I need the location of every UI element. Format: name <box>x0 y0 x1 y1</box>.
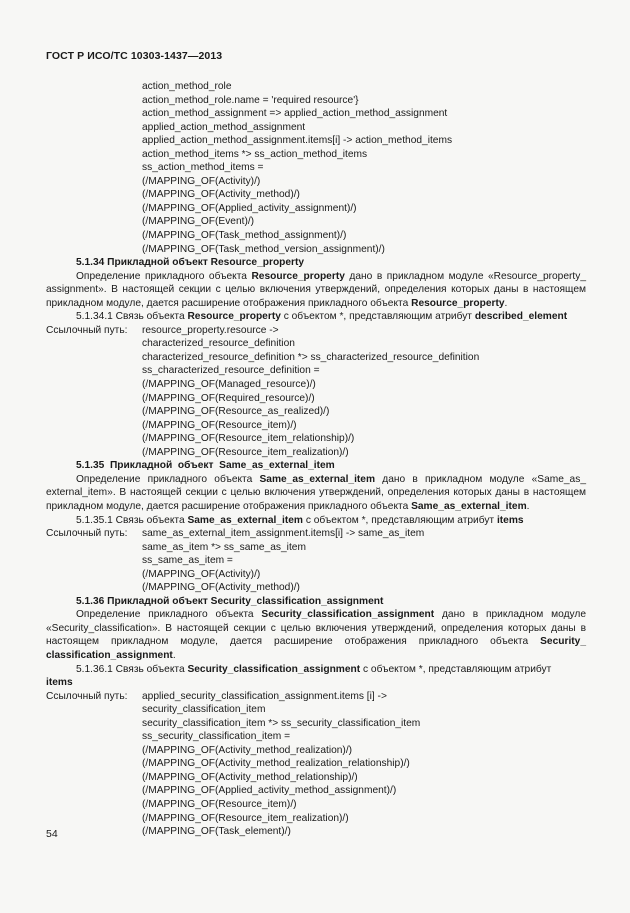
section-heading: 5.1.35 Прикладной объект Same_as_external_item <box>76 460 335 472</box>
code-line: (/MAPPING_OF(Activity)/) <box>142 568 261 580</box>
code-line: (/MAPPING_OF(Activity_method_relationship)/) <box>142 771 358 783</box>
standard-header: ГОСТ Р ИСО/ТС 10303-1437—2013 <box>46 50 223 62</box>
section-resource-property <box>46 256 586 459</box>
code-line: same_as_external_item_assignment.items[i] -> same_as_item <box>142 528 425 540</box>
code-line: applied_action_method_assignment.items[i] -> action_method_items <box>142 135 453 147</box>
code-line: (/MAPPING_OF(Task_method_assignment)/) <box>142 230 347 242</box>
code-line: resource_property.resource -> <box>142 324 279 336</box>
code-line: characterized_resource_definition <box>142 338 295 350</box>
definition-paragraph: Определение прикладного объекта Security_classification_assignment дано в прикладном модуле «Security_classification». В настоящей секции с целью включения утверждений, определения которых даны в настоящем прикладном модуле, дается расширение отображения прикладного объекта Security_ classification_assignment. <box>46 609 586 661</box>
code-line: (/MAPPING_OF(Activity_method)/) <box>142 582 300 594</box>
page-number: 54 <box>46 828 58 840</box>
code-line: (/MAPPING_OF(Event)/) <box>142 216 255 228</box>
subsection-title: 5.1.35.1 Связь объекта Same_as_external_item с объектом *, представляющим атрибут items <box>76 514 524 526</box>
reference-path-label: Ссылочный путь: <box>46 324 128 336</box>
code-line: (/MAPPING_OF(Activity_method_realization)/) <box>142 744 353 756</box>
section-same-as-external-item <box>46 459 586 594</box>
code-line: (/MAPPING_OF(Task_method_version_assignment)/) <box>142 243 385 255</box>
code-line: (/MAPPING_OF(Resource_item)/) <box>142 798 297 810</box>
code-line: ss_characterized_resource_definition = <box>142 365 320 377</box>
code-line: (/MAPPING_OF(Resource_item_realization)/) <box>142 812 349 824</box>
code-line: (/MAPPING_OF(Managed_resource)/) <box>142 379 316 391</box>
code-line: (/MAPPING_OF(Activity_method_realization_relationship)/) <box>142 758 410 770</box>
code-line: ss_action_method_items = <box>142 162 264 174</box>
code-line: (/MAPPING_OF(Resource_as_realized)/) <box>142 406 330 418</box>
code-line: ss_same_as_item = <box>142 555 233 567</box>
code-line: ss_security_classification_item = <box>142 731 291 743</box>
reference-path-label: Ссылочный путь: <box>46 690 128 702</box>
section-heading: 5.1.36 Прикладной объект Security_classification_assignment <box>76 595 384 607</box>
definition-paragraph: Определение прикладного объекта Same_as_external_item дано в прикладном модуле «Same_as_ external_item». В настоящей секции с целью включения утверждений, определения которых даны в настоящем прикладном модуле, дается расширение отображения прикладного объекта Same_as_external_item. <box>46 473 586 512</box>
code-line: same_as_item *> ss_same_as_item <box>142 541 306 553</box>
code-line: security_classification_item *> ss_security_classification_item <box>142 717 421 729</box>
code-line: (/MAPPING_OF(Required_resource)/) <box>142 392 315 404</box>
reference-path-label: Ссылочный путь: <box>46 528 128 540</box>
page-content <box>46 80 586 839</box>
definition-paragraph: Определение прикладного объекта Resource_property дано в прикладном модуле «Resource_property_ assignment». В настоящей секции с целью включения утверждений, определения которых даны в настоящем прикладном модуле, дается расширение отображения прикладного объекта Resource_property. <box>46 270 586 309</box>
code-line: (/MAPPING_OF(Activity)/) <box>142 175 261 187</box>
code-line: (/MAPPING_OF(Applied_activity_assignment)/) <box>142 202 357 214</box>
code-line: (/MAPPING_OF(Resource_item)/) <box>142 419 297 431</box>
reference-path <box>46 324 586 338</box>
section-security-classification-assignment <box>46 595 586 839</box>
code-line: action_method_role <box>142 81 232 92</box>
reference-path <box>46 690 586 704</box>
reference-path <box>46 527 586 541</box>
code-line: (/MAPPING_OF(Activity_method)/) <box>142 189 300 201</box>
code-line: characterized_resource_definition *> ss_characterized_resource_definition <box>142 351 480 363</box>
code-line: action_method_items *> ss_action_method_items <box>142 148 368 160</box>
section-heading: 5.1.34 Прикладной объект Resource_property <box>76 257 305 269</box>
code-line: security_classification_item <box>142 704 266 716</box>
mapping-block-action-method <box>46 80 586 256</box>
code-line: (/MAPPING_OF(Applied_activity_method_assignment)/) <box>142 785 397 797</box>
code-line: applied_security_classification_assignment.items [i] -> <box>142 690 387 702</box>
subsection-title: 5.1.34.1 Связь объекта Resource_property с объектом *, представляющим атрибут described_element <box>76 311 568 323</box>
code-line: (/MAPPING_OF(Task_element)/) <box>142 826 291 838</box>
code-line: action_method_role.name = 'required resource'} <box>142 94 359 106</box>
code-line: (/MAPPING_OF(Resource_item_realization)/) <box>142 446 349 458</box>
code-line: action_method_assignment => applied_action_method_assignment <box>142 108 448 120</box>
code-line: (/MAPPING_OF(Resource_item_relationship)/) <box>142 433 355 445</box>
subsection-title: 5.1.36.1 Связь объекта Security_classification_assignment с объектом *, представляющим атрибут items <box>46 663 552 689</box>
code-line: applied_action_method_assignment <box>142 121 306 133</box>
